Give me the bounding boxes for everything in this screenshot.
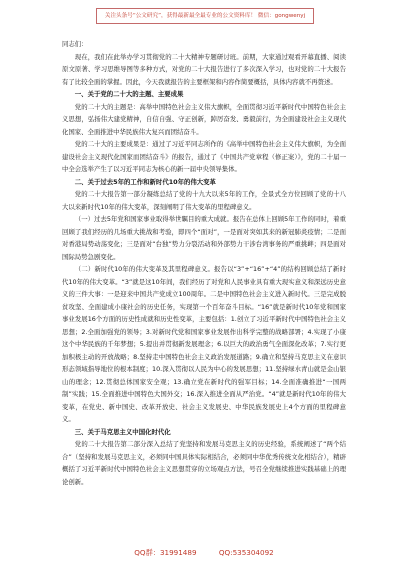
section-heading: 三、关于马克思主义中国化时代化: [74, 427, 171, 436]
section-heading: 二、关于过去5年的工作和新时代10年的伟大变革: [74, 177, 216, 186]
paragraph: 党的二十大报告第一部分凝练总结了党的十九大以来5年的工作，全景式全方位回顾了党的十八大以来新时代10年的伟大变革，深刻阐明了伟大变革的里程碑意义。: [62, 190, 346, 211]
paragraph: 党的二十大的主题是：高举中国特色社会主义伟大旗帜，全面贯彻习近平新时代中国特色社会主义思想，弘扬伟大建党精神，自信自强、守正创新，踔厉奋发、勇毅前行，为全面建设社会主义现代化国家、全面推进中华民族伟大复兴而团结奋斗。: [62, 102, 346, 136]
promo-banner: 关注头条号“公文研究”，获得最新最全最专业的公文资料库！ 微信：gongwenyj: [96, 8, 314, 24]
section-heading: 一、关于党的二十大的主题、主要成果: [74, 90, 184, 98]
paragraph: 现在，我们在此举办学习贯彻党的二十大精神专题研讨班。前期，大家通过观看开幕直播、阅读原文原著、学习思维导图等多种方式，对党的二十大报告进行了多次深入学习，也对党的二十大报告有了比较全面的掌握。因此，今天我就报告的主要框架和内容作简要概括，具体内容就不再赘述。: [62, 52, 346, 86]
footer-qq-group: QQ群：31991489: [134, 548, 197, 557]
document-body: [62, 38, 346, 488]
paragraph: （一）过去5年党和国家事业取得举世瞩目的重大成就。报告在总体上回顾5年工作的同时，着重回顾了我们经历的几场重大挑战和考验，即四个“面对”，一是面对突如其来的新冠肺炎疫情；二是面对香港局势动荡变化；三是面对“台独”势力分裂活动和外部势力干涉台湾事务的严重挑衅；四是面对国际局势急剧变化。: [62, 215, 346, 261]
footer: [0, 548, 408, 558]
footer-qq: QQ:535304092: [218, 548, 274, 557]
paragraph: 党的二十大报告第二部分深入总结了党坚持和发展马克思主义的历史经验，系统阐述了“两个结合”（坚持和发展马克思主义，必须同中国具体实际相结合，必须同中华优秀传统文化相结合），精辟概括了习近平新时代中国特色社会主义思想贯穿的立场观点方法，号召全党继续推进实践基础上的理论创新。: [62, 440, 346, 486]
paragraph: （二）新时代10年的伟大变革及其里程碑意义。报告以“3”+“16”+“4”的结构回顾总结了新时代10年的伟大变革。“3”就是这10年间，我们经历了对党和人民事业具有重大现实意义和深远历史意义的三件大事：一是迎来中国共产党成立100周年。二是中国特色社会主义进入新时代。三是完成脱贫攻坚、全面建成小康社会的历史任务，实现第一个百年奋斗目标。“16”就是新时代10年党和国家事业发展16个方面的历史性成就和历史性变革，主要包括：1.创立了习近平新时代中国特色社会主义思想；2.全面加强党的领导；3.对新时代党和国家事业发展作出科学完整的战略部署；4.实现了小康这个中华民族的千年梦想；5.提出并贯彻新发展理念；6.以巨大的政治勇气全面深化改革；7.实行更加积极主动的开放战略；8.坚持走中国特色社会主义政治发展道路；9.确立和坚持马克思主义在意识形态领域指导地位的根本制度；10.深入贯彻以人民为中心的发展思想；11.坚持绿水青山就是金山银山的理念；12.贯彻总体国家安全观；13.确立党在新时代的强军目标；14.全面准确推进“一国两制”实践；15.全面推进中国特色大国外交；16.深入推进全面从严治党。“4”就是新时代10年的伟大变革，在党史、新中国史、改革开放史、社会主义发展史、中华民族发展史上4个方面的里程碑意义。: [62, 265, 346, 423]
salutation: 同志们：: [62, 40, 88, 48]
paragraph: 党的二十大的主要成果是：通过了习近平同志所作的《高举中国特色社会主义伟大旗帜，为全面建设社会主义现代化国家而团结奋斗》的报告，通过了《中国共产党章程（修正案）》，党的二十届一中全会选举产生了以习近平同志为核心的新一届中央领导集体。: [62, 140, 346, 173]
